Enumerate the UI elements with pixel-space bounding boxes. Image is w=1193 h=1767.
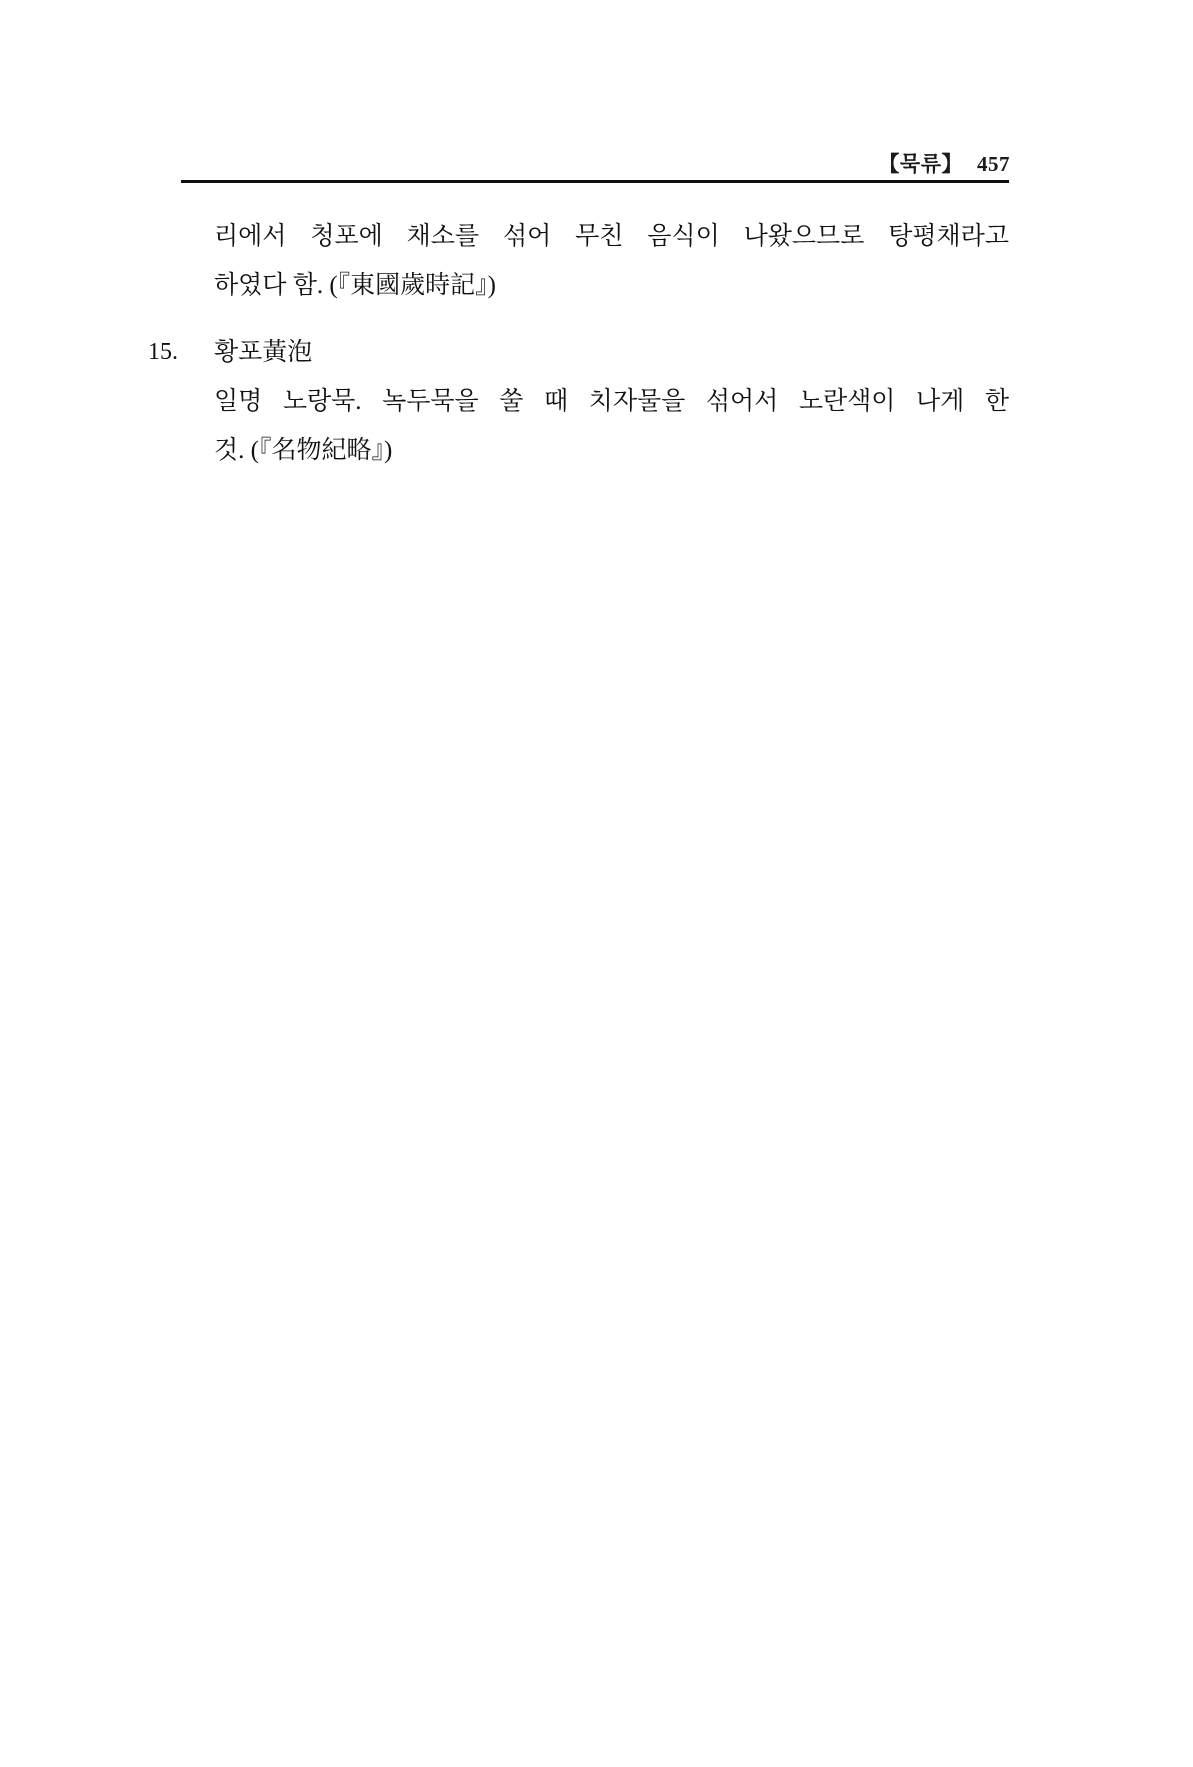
page-body (148, 212, 1009, 475)
header-rule (181, 180, 1009, 183)
running-head-chapter: 【묵류】 (878, 152, 963, 176)
text-word: 탕평채라고 (888, 223, 1009, 250)
list-item (148, 328, 1009, 475)
text-word: 섞어서 (705, 388, 779, 415)
list-item-number: 15. (148, 339, 178, 365)
text-word: 나게 (915, 388, 965, 415)
text-word: 일명 (214, 388, 263, 415)
text-word: 음식이 (647, 223, 720, 250)
text-word: 노란색이 (798, 388, 896, 415)
page-header (180, 148, 1010, 178)
text-word: 때 (543, 388, 569, 415)
list-item-title: 황포黃泡 (214, 339, 313, 366)
text-word: 녹두묵을 (382, 388, 479, 415)
text-word: 치자물을 (588, 388, 686, 415)
text-word: 쑬 (499, 388, 524, 415)
text-word: 리에서 (214, 223, 287, 250)
paragraph-line (181, 377, 1009, 426)
text-word: 채소를 (406, 223, 480, 250)
text-word: 청포에 (310, 223, 383, 250)
paragraph-line (181, 212, 1009, 261)
text-word: 노랑묵. (282, 388, 362, 415)
text-word: 무친 (575, 223, 624, 250)
text-word: 한 (984, 388, 1009, 415)
paragraph-line: 하였다 함. (『東國歲時記』) (214, 272, 497, 299)
page-number: 457 (977, 152, 1010, 176)
text-word: 섞어 (502, 223, 552, 250)
continued-paragraph (181, 212, 1009, 310)
list-item-body (181, 377, 1009, 475)
paragraph-line: 것. (『名物紀略』) (214, 437, 393, 464)
text-word: 나왔으므로 (743, 223, 865, 250)
